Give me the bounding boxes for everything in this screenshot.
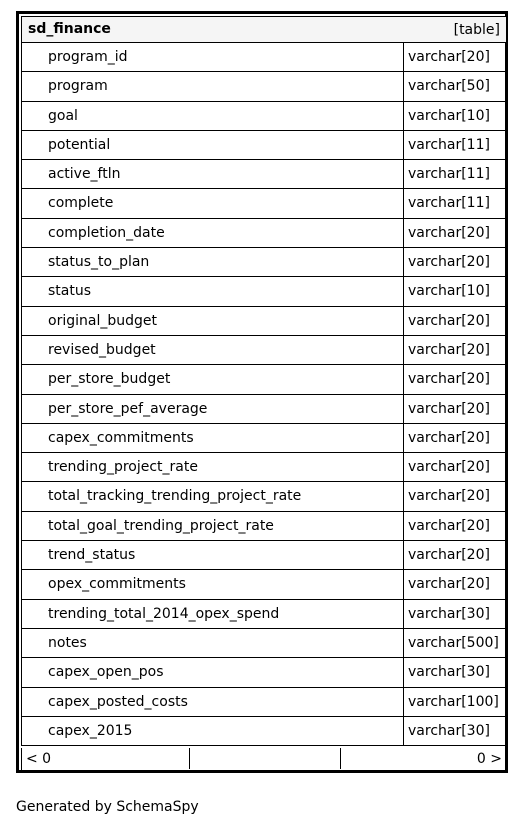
column-name-cell <box>22 541 404 569</box>
column-name: trending_project_rate <box>48 459 198 476</box>
footer-divider <box>340 748 341 769</box>
column-name: status_to_plan <box>48 254 150 271</box>
column-type: varchar[20] <box>408 312 490 329</box>
column-name: trend_status <box>48 547 136 564</box>
column-name-cell <box>22 600 404 628</box>
column-name-cell <box>22 395 404 423</box>
column-row[interactable] <box>21 453 507 482</box>
column-name: capex_open_pos <box>48 664 164 681</box>
column-type: varchar[11] <box>408 166 490 183</box>
column-row[interactable] <box>21 43 507 72</box>
column-name-cell <box>22 336 404 364</box>
column-row[interactable] <box>21 570 507 599</box>
column-name-cell <box>22 277 404 305</box>
column-name-cell <box>22 189 404 217</box>
column-row[interactable] <box>21 688 507 717</box>
column-name-cell <box>22 658 404 686</box>
column-row[interactable] <box>21 658 507 687</box>
column-name-cell <box>22 72 404 100</box>
column-type: varchar[11] <box>408 136 490 153</box>
relationship-footer <box>21 748 507 771</box>
column-type: varchar[20] <box>408 371 490 388</box>
column-name-cell <box>22 131 404 159</box>
column-row[interactable] <box>21 307 507 336</box>
column-name-cell <box>22 43 404 71</box>
column-name: revised_budget <box>48 341 156 358</box>
column-type: varchar[20] <box>408 547 490 564</box>
parent-count: < 0 <box>26 751 52 767</box>
column-type: varchar[20] <box>408 49 490 65</box>
column-row[interactable] <box>21 219 507 248</box>
column-row[interactable] <box>21 600 507 629</box>
column-name-cell <box>22 248 404 276</box>
footer-divider <box>189 748 190 769</box>
column-type: varchar[20] <box>408 459 490 476</box>
column-name: program_id <box>48 49 128 65</box>
column-row[interactable] <box>21 541 507 570</box>
column-name: status <box>48 283 92 300</box>
column-name-cell <box>22 424 404 452</box>
column-name: completion_date <box>48 224 165 241</box>
column-type: varchar[20] <box>408 576 490 593</box>
column-name-cell <box>22 512 404 540</box>
generated-by-text: Generated by SchemaSpy <box>16 799 199 815</box>
column-type: varchar[30] <box>408 722 490 739</box>
column-type: varchar[10] <box>408 107 490 124</box>
column-row[interactable] <box>21 72 507 101</box>
column-type: varchar[20] <box>408 400 490 417</box>
column-name-cell <box>22 160 404 188</box>
column-name-cell <box>22 688 404 716</box>
column-name-cell <box>22 717 404 745</box>
column-type: varchar[20] <box>408 517 490 534</box>
column-row[interactable] <box>21 482 507 511</box>
column-name-cell <box>22 365 404 393</box>
column-row[interactable] <box>21 395 507 424</box>
column-row[interactable] <box>21 102 507 131</box>
column-row[interactable] <box>21 248 507 277</box>
column-type: varchar[20] <box>408 429 490 446</box>
column-type: varchar[20] <box>408 488 490 505</box>
column-row[interactable] <box>21 160 507 189</box>
column-name: capex_posted_costs <box>48 693 188 710</box>
column-type: varchar[20] <box>408 254 490 271</box>
column-type: varchar[30] <box>408 664 490 681</box>
column-name: original_budget <box>48 312 157 329</box>
column-name: trending_total_2014_opex_spend <box>48 605 280 622</box>
column-row[interactable] <box>21 629 507 658</box>
column-type: varchar[11] <box>408 195 490 212</box>
column-row[interactable] <box>21 717 507 746</box>
column-name: total_tracking_trending_project_rate <box>48 488 302 505</box>
column-row[interactable] <box>21 131 507 160</box>
table-type-label: [table] <box>453 22 500 38</box>
column-type: varchar[30] <box>408 605 490 622</box>
column-name-cell <box>22 629 404 657</box>
table-header <box>21 16 507 43</box>
column-type: varchar[10] <box>408 283 490 300</box>
column-type: varchar[20] <box>408 224 490 241</box>
column-name: capex_commitments <box>48 429 194 446</box>
child-count: 0 > <box>476 751 502 767</box>
column-type: varchar[500] <box>408 634 499 651</box>
column-name: capex_2015 <box>48 722 133 739</box>
column-type: varchar[20] <box>408 341 490 358</box>
column-row[interactable] <box>21 189 507 218</box>
column-name-cell <box>22 482 404 510</box>
column-name: total_goal_trending_project_rate <box>48 517 274 534</box>
column-name: program <box>48 78 108 95</box>
column-name: complete <box>48 195 114 212</box>
column-name-cell <box>22 307 404 335</box>
column-name-cell <box>22 102 404 130</box>
table-name: sd_finance <box>28 21 111 37</box>
column-name: notes <box>48 634 87 651</box>
column-row[interactable] <box>21 424 507 453</box>
column-list <box>21 43 507 746</box>
column-type: varchar[100] <box>408 693 499 710</box>
column-row[interactable] <box>21 277 507 306</box>
table-entity-sd-finance[interactable] <box>16 11 508 773</box>
column-name: opex_commitments <box>48 576 186 593</box>
column-row[interactable] <box>21 512 507 541</box>
column-name-cell <box>22 219 404 247</box>
column-name: active_ftln <box>48 166 121 183</box>
column-name-cell <box>22 453 404 481</box>
column-name-cell <box>22 570 404 598</box>
column-name: per_store_pef_average <box>48 400 208 417</box>
column-type: varchar[50] <box>408 78 490 95</box>
column-name: potential <box>48 136 111 153</box>
column-name: per_store_budget <box>48 371 171 388</box>
column-row[interactable] <box>21 365 507 394</box>
column-name: goal <box>48 107 78 124</box>
column-row[interactable] <box>21 336 507 365</box>
